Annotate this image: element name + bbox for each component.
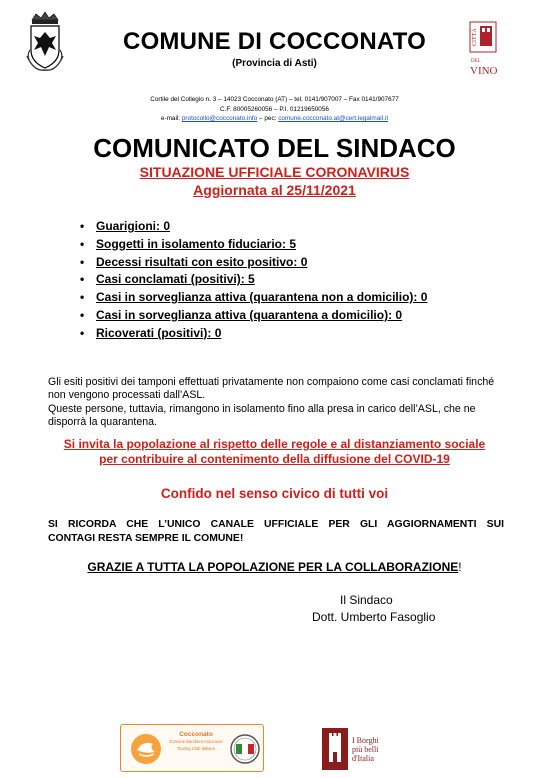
pec-label: – pec: bbox=[257, 115, 279, 122]
logo-right-text-1: CITTÀ bbox=[472, 28, 478, 46]
bullet-icon: • bbox=[80, 307, 85, 322]
stat-item-quarantine-home bbox=[80, 307, 500, 325]
address-block bbox=[0, 95, 549, 124]
stat-label: Ricoverati (positivi): 0 bbox=[96, 325, 222, 340]
stat-item-isolation bbox=[80, 236, 500, 254]
update-date: Aggiornata al 25/11/2021 bbox=[193, 182, 356, 198]
contact-line bbox=[0, 114, 549, 124]
explanation-paragraph bbox=[48, 376, 504, 430]
tower-icon bbox=[322, 728, 348, 770]
stat-item-quarantine-away bbox=[80, 289, 500, 307]
situation-subtitle: SITUAZIONE UFFICIALE CORONAVIRUS bbox=[139, 164, 410, 180]
invitation-notice bbox=[0, 437, 549, 467]
bullet-icon: • bbox=[80, 236, 85, 251]
fiscal-code-line: C.F. 80005260056 – P.I. 01219650056 bbox=[220, 105, 329, 113]
badge-left-line2: Comune Bandiera Arancione bbox=[169, 739, 223, 744]
stat-label: Decessi risultati con esito positivo: 0 bbox=[96, 254, 308, 269]
pec-link[interactable]: comune.cocconato.at@cert.legalmail.it bbox=[278, 115, 389, 122]
signature-role: Il Sindaco bbox=[340, 593, 393, 607]
thanks-line bbox=[0, 560, 549, 574]
logo-right-text-2: DEL bbox=[471, 59, 481, 64]
invitation-line: Si invita la popolazione al rispetto delle regole e al distanziamento sociale bbox=[63, 437, 486, 451]
municipality-title: COMUNE DI COCCONATO bbox=[123, 28, 426, 55]
stat-item-recovered bbox=[80, 218, 500, 236]
reminder-line: CONTAGI RESTA SEMPRE IL COMUNE! bbox=[48, 532, 244, 544]
invitation-line: per contribuire al contenimento della diffusione del COVID-19 bbox=[99, 452, 450, 466]
paragraph-line: Queste persone, tuttavia, rimangono in isolamento fino alla presa in carico dell’ASL, che ne bbox=[48, 402, 476, 415]
stat-label: Soggetti in isolamento fiduciario: 5 bbox=[96, 236, 297, 251]
badge-left-title: Cocconato bbox=[179, 731, 213, 738]
stat-label: Casi in sorveglianza attiva (quarantena non a domicilio): 0 bbox=[96, 290, 428, 305]
paragraph-line: non vengono processati dall’ASL. bbox=[48, 389, 206, 402]
reminder-line: SI RICORDA CHE L’UNICO CANALE UFFICIALE PER GLI AGGIORNAMENTI SUI bbox=[48, 519, 504, 530]
stat-item-confirmed bbox=[80, 271, 500, 289]
bullet-icon: • bbox=[80, 254, 85, 269]
paragraph-line: disporrà la quarantena. bbox=[48, 416, 157, 429]
borghi-text bbox=[352, 736, 379, 763]
bullet-icon: • bbox=[80, 272, 85, 287]
touring-club-seal-icon bbox=[229, 732, 261, 766]
stat-item-hospitalized bbox=[80, 325, 500, 343]
stat-item-deaths bbox=[80, 254, 500, 272]
email-link[interactable]: protocollo@cocconato.info bbox=[181, 115, 258, 122]
province-subtitle: (Provincia di Asti) bbox=[232, 58, 317, 69]
borghi-line: I Borghi bbox=[352, 736, 379, 745]
stat-label: Guarigioni: 0 bbox=[96, 219, 171, 233]
badge-left-line3: Touring Club Italiano bbox=[176, 746, 216, 751]
official-channel-reminder bbox=[48, 518, 504, 545]
bullet-icon: • bbox=[80, 219, 85, 233]
borghi-belli-badge bbox=[322, 728, 404, 770]
logo-right-text-3: VINO bbox=[470, 65, 498, 77]
paragraph-line: Gli esiti positivi dei tamponi effettuati privatamente non compaiono come casi conclamati finché bbox=[48, 376, 495, 388]
stat-label: Casi in sorveglianza attiva (quarantena a domicilio): 0 bbox=[96, 307, 403, 322]
thanks-exclamation: ! bbox=[458, 560, 462, 574]
address-line: Cortile del Collegio n. 3 – 14023 Cocconato (AT) – tel. 0141/907007 – Fax 0141/907677 bbox=[150, 96, 399, 103]
orange-flag-icon bbox=[129, 732, 163, 766]
borghi-line: più belli bbox=[352, 745, 379, 754]
stats-list bbox=[80, 218, 500, 343]
borghi-line: d'Italia bbox=[352, 754, 374, 763]
email-label: e-mail: bbox=[160, 115, 182, 122]
orange-flag-badge bbox=[120, 724, 264, 772]
stat-label: Casi conclamati (positivi): 5 bbox=[96, 272, 255, 287]
orange-flag-text bbox=[167, 731, 225, 752]
thanks-text: GRAZIE A TUTTA LA POPOLAZIONE PER LA COLLABORAZIONE bbox=[87, 560, 459, 574]
signature-name: Dott. Umberto Fasoglio bbox=[312, 610, 436, 624]
bullet-icon: • bbox=[80, 290, 85, 305]
civic-sense-line: Confido nel senso civico di tutti voi bbox=[160, 486, 389, 501]
bullet-icon: • bbox=[80, 325, 85, 340]
communique-title: COMUNICATO DEL SINDACO bbox=[93, 133, 456, 163]
